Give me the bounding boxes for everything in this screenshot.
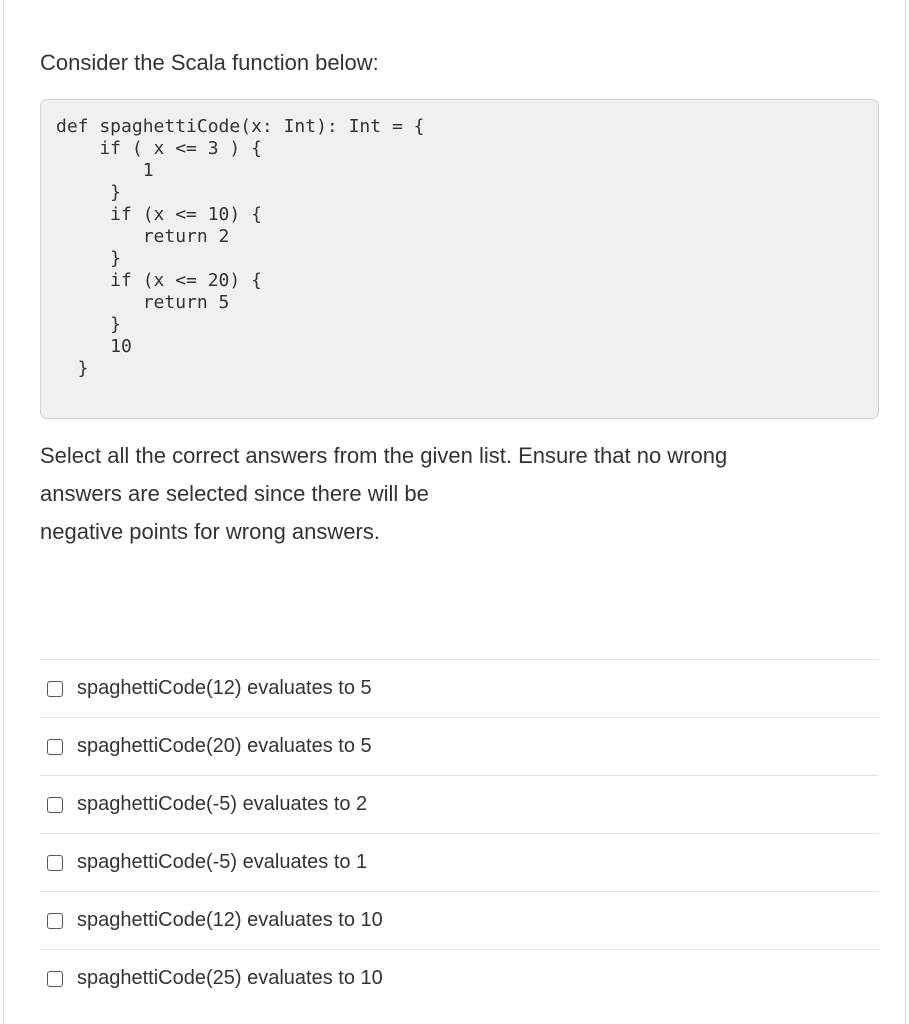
answer-option[interactable] [40, 775, 879, 833]
answer-label: spaghettiCode(-5) evaluates to 1 [77, 851, 368, 873]
answer-label: spaghettiCode(20) evaluates to 5 [77, 735, 372, 757]
answer-option[interactable] [40, 891, 879, 949]
answer-option[interactable] [40, 949, 879, 1007]
instructions-line: negative points for wrong answers. [40, 519, 380, 544]
checkbox[interactable] [47, 739, 63, 755]
checkbox[interactable] [47, 971, 63, 987]
answer-label: spaghettiCode(-5) evaluates to 2 [77, 793, 368, 815]
code-block [40, 99, 879, 419]
instructions [40, 437, 840, 551]
checkbox[interactable] [47, 855, 63, 871]
code-text: def spaghettiCode(x: Int): Int = { if ( x <= 3 ) { 1 } if (x <= 10) { return 2 } if (x <= 20) { return 5 } 10 } [56, 116, 425, 379]
checkbox[interactable] [47, 681, 63, 697]
answer-list [40, 659, 879, 1007]
question-panel [3, 0, 906, 1024]
instructions-line: Select all the correct answers from the given list. Ensure that no wrong [40, 443, 728, 468]
question-prompt: Consider the Scala function below: [40, 50, 379, 75]
answer-label: spaghettiCode(25) evaluates to 10 [77, 967, 383, 989]
answer-option[interactable] [40, 833, 879, 891]
checkbox[interactable] [47, 797, 63, 813]
instructions-line: answers are selected since there will be [40, 481, 429, 506]
checkbox[interactable] [47, 913, 63, 929]
answer-option[interactable] [40, 717, 879, 775]
answer-label: spaghettiCode(12) evaluates to 5 [77, 677, 372, 699]
answer-option[interactable] [40, 659, 879, 717]
answer-label: spaghettiCode(12) evaluates to 10 [77, 909, 383, 931]
